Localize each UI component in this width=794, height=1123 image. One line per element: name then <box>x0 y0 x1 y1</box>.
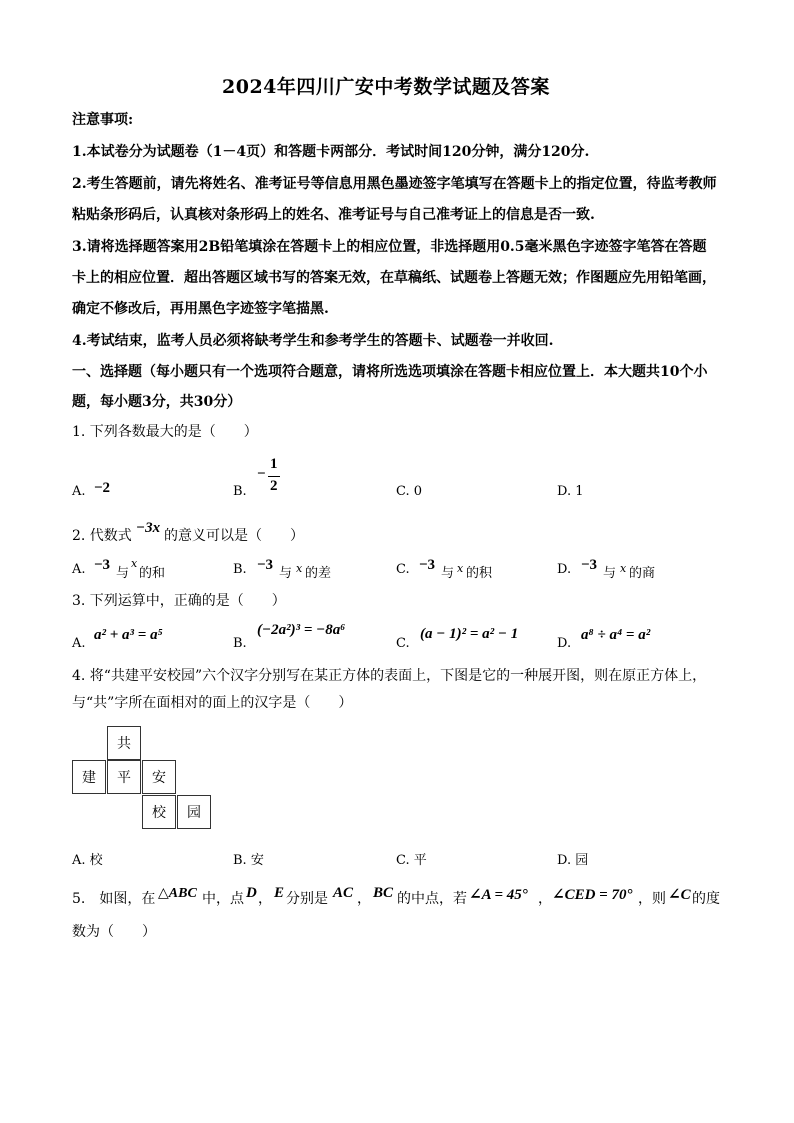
q2-option-d-value: −3 <box>581 557 598 573</box>
net-cell-an: 安 <box>142 760 176 794</box>
q2-option-d-text: 与 <box>603 566 617 581</box>
note-line-6: 确定不修改后，再用黑色字迹签字笔描黑. <box>72 301 329 317</box>
q2-option-b-value: −3 <box>257 557 274 573</box>
q5-text-4: ，则 <box>638 891 666 907</box>
net-cell-gong: 共 <box>107 726 141 760</box>
q4-option-a: A. 校 <box>72 853 103 868</box>
q2-option-a-label: A. <box>72 562 86 577</box>
q4-stem-line-1: 4. 将“共建平安校园”六个汉字分别写在某正方体的表面上，下图是它的一种展开图，则在原正方体上， <box>72 668 707 684</box>
net-cell-jian: 建 <box>72 760 106 794</box>
q2-option-b-label: B. <box>233 562 247 577</box>
q4-stem-line-2: 与“共”字所在面相对的面上的汉字是（ ） <box>72 695 353 711</box>
q3-option-b-label: B. <box>233 636 247 651</box>
q2-option-c-value: −3 <box>419 557 436 573</box>
q2-option-a-value: −3 <box>94 557 111 573</box>
section-heading-line-2: 题，每小题3分，共30分） <box>72 394 242 410</box>
q2-option-c-label: C. <box>396 562 410 577</box>
q5-angle-a: ∠A = 45° <box>469 887 528 903</box>
note-line-2: 2.考生答题前，请先将姓名、准考证号等信息用黑色墨迹签字笔填写在答题卡上的指定位置，待监考教师 <box>72 176 717 192</box>
q2-option-b-var: x <box>296 562 303 575</box>
q3-option-a-expr: a² + a³ = a⁵ <box>94 627 163 643</box>
q3-option-c-label: C. <box>396 636 410 651</box>
section-heading-line-1: 一、选择题（每小题只有一个选项符合题意，请将所选选项填涂在答题卡相应位置上．本大题共10个小 <box>72 364 708 380</box>
q2-stem-expression: −3x <box>136 520 161 536</box>
note-line-7: 4.考试结束，监考人员必须将缺考学生和参考学生的答题卡、试题卷一并收回. <box>72 333 554 349</box>
q5-point-d: D <box>246 885 257 901</box>
q5-text-3: 的中点，若 <box>397 891 467 907</box>
q2-stem-prefix: 2. 代数式 <box>72 528 132 544</box>
q2-option-b-text: 与 <box>279 566 293 581</box>
q5-text-1: 中，点 <box>202 891 244 907</box>
note-line-3: 粘贴条形码后，认真核对条形码上的姓名、准考证号与自己准考证上的信息是否一致. <box>72 207 595 223</box>
q2-stem-suffix: 的意义可以是（ ） <box>164 528 304 544</box>
q3-option-b-expr: (−2a²)³ = −8a⁶ <box>257 622 346 638</box>
q5-comma-2: ， <box>357 891 371 907</box>
q1-option-b-fraction-bar <box>268 476 280 477</box>
q2-option-c-var: x <box>457 562 464 575</box>
q4-option-c: C. 平 <box>396 853 427 868</box>
note-line-5: 卡上的相应位置．超出答题区域书写的答案无效，在草稿纸、试题卷上答题无效；作图题应先用铅笔画， <box>72 270 716 286</box>
q1-option-b-numerator: 1 <box>270 456 278 472</box>
q5-angle-c: ∠C <box>668 887 691 903</box>
q5-segment-bc: BC <box>373 885 394 901</box>
q5-triangle: △ABC <box>158 886 197 901</box>
q1-option-c: C. 0 <box>396 484 423 499</box>
q5-comma: ， <box>258 891 272 907</box>
q3-option-a-label: A. <box>72 636 86 651</box>
q5-comma-3: ， <box>538 891 552 907</box>
q3-stem: 3. 下列运算中，正确的是（ ） <box>72 593 286 609</box>
q2-option-c-text: 与 <box>441 566 455 581</box>
q2-option-a-tail: 的和 <box>139 566 166 581</box>
q5-angle-ced: ∠CED = 70° <box>552 887 633 903</box>
q3-option-d-label: D. <box>557 636 572 651</box>
q1-option-d: D. 1 <box>557 484 584 499</box>
q5-text-2: 分别是 <box>286 891 328 907</box>
q2-option-a-text: 与 <box>116 566 130 581</box>
q1-option-b-denominator: 2 <box>270 478 278 494</box>
net-cell-ping: 平 <box>107 760 141 794</box>
q1-option-a-label: A. <box>72 484 86 499</box>
q5-line-2: 数为（ ） <box>72 924 156 940</box>
q5-prefix: 5. 如图，在 <box>72 891 156 907</box>
page-title: 2024年四川广安中考数学试题及答案 <box>222 76 550 98</box>
q2-option-a-var: x <box>131 557 138 570</box>
q2-option-d-tail: 的商 <box>629 566 656 581</box>
q2-option-d-label: D. <box>557 562 572 577</box>
q1-option-b-label: B. <box>233 484 247 499</box>
q5-point-e: E <box>274 885 285 901</box>
q4-option-b: B. 安 <box>233 853 264 868</box>
note-line-4: 3.请将选择题答案用2B铅笔填涂在答题卡上的相应位置，非选择题用0.5毫米黑色字迹签字笔答在答题 <box>72 239 707 255</box>
q2-option-b-tail: 的差 <box>305 566 332 581</box>
q1-stem: 1. 下列各数最大的是（ ） <box>72 424 258 440</box>
q5-segment-ac: AC <box>333 885 354 901</box>
q1-option-a-value: −2 <box>94 480 111 496</box>
q5-text-5: 的度 <box>692 891 720 907</box>
notes-heading: 注意事项: <box>72 112 134 128</box>
q4-option-d: D. 园 <box>557 853 589 868</box>
net-cell-yuan: 园 <box>177 795 211 829</box>
q1-option-b-sign: − <box>257 466 266 482</box>
q2-option-c-tail: 的积 <box>466 566 493 581</box>
q3-option-d-expr: a⁸ ÷ a⁴ = a² <box>581 627 651 643</box>
q2-option-d-var: x <box>620 562 627 575</box>
net-cell-xiao: 校 <box>142 795 176 829</box>
note-line-1: 1.本试卷分为试题卷（1－4页）和答题卡两部分．考试时间120分钟，满分120分. <box>72 144 590 160</box>
q3-option-c-expr: (a − 1)² = a² − 1 <box>420 626 519 642</box>
